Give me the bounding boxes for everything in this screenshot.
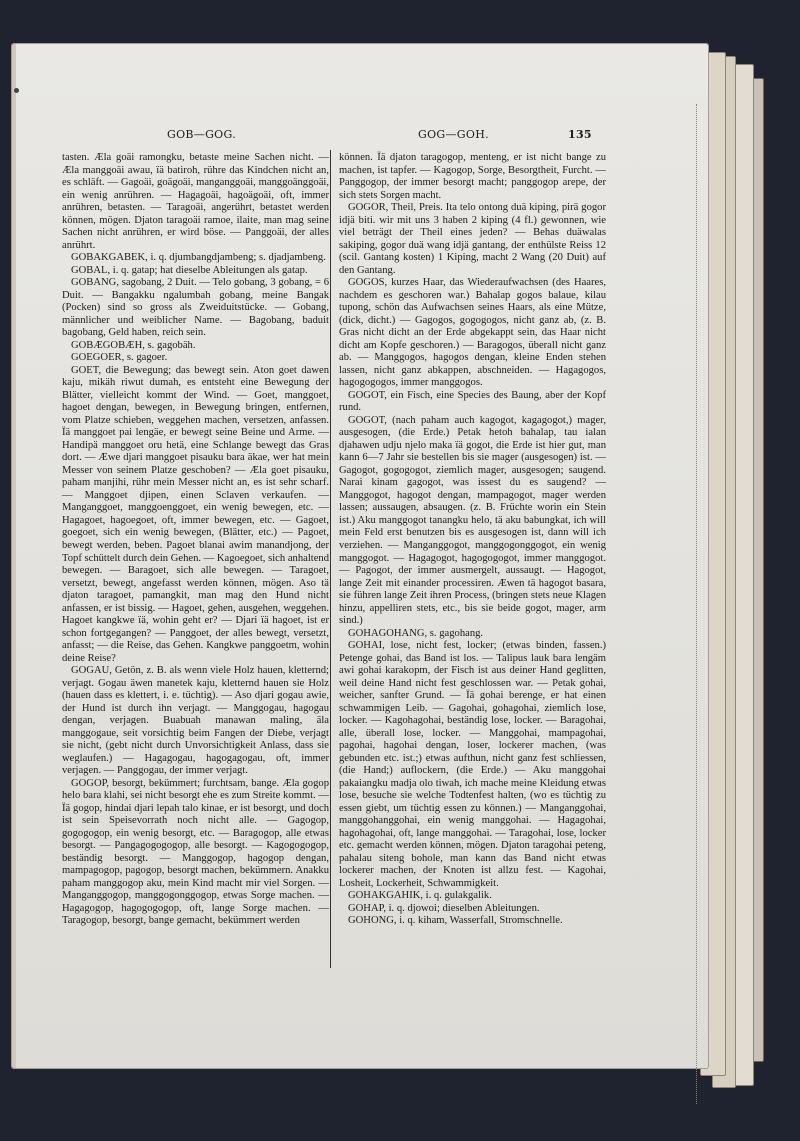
dictionary-entry-gohai: GOHAI, lose, nicht fest, locker; (etwas binden, fassen.) Petenge gohai, das Band ist los. — Talipus lauk bara lengäm awi gohai karakopm, der Fisch ist aus deiner Hand geglitten, weil deine Hand nicht fest geschlossen war. — Petak gohai, weicher, sanfter Grund. — Ïä gohai berenge, er hat einen schwammigen Leib. — Gagohai, gohagohai, ziemlich lose, locker. — Kagohagohai, beständig lose, locker. — Baragohai, alle, überall lose, locker. — Manggohai, mampagohai, pagohai, hagohai dengan, loser, lockerer machen, (was gebunden etc. ist.;) etwas aufthun, nicht ganz fest schliessen, (die Hand;) auflockern, (die Erde.) — Aku manggohai pakaiangku madja olo tiwah, ich mache meine Kleidung etwas lose, besuche sie welche Todtenfest halten, (wo es tüchtig zu essen giebt, um tüchtig essen zu können.) — Manganggohai, manggohanggohai, ein wenig manggohai. — Hagagohai, hagohagohai, oft, lange manggohai. — Taragohai, lose, locker etc. gemacht werden können, mögen. Djaton taragohai peteng, pahalau siteng bohole, man kann das Band nicht etwas lockerer machen, der Knoten ist allzu fest. — Kagohai, Losheit, Lockerheit, Schwammigkeit. [339, 640, 606, 889]
left-column [62, 152, 329, 928]
dictionary-entry-gogot-fish: GOGOT, ein Fisch, eine Species des Baung, aber der Kopf rund. [339, 389, 606, 414]
dictionary-entry-gohakgahik: GOHAKGAHIK, i. q. gulakgalik. [348, 890, 492, 902]
dictionary-entry-gohap: GOHAP, i. q. djowoi; dieselben Ableitungen. [348, 902, 540, 914]
dictionary-entry-gogot: GOGOT, (nach paham auch kagogot, kagagogot,) mager, ausgesogen, (die Erde.) Petak hetoh bahalap, tau ialan djahawen udju njelo maka ïä gogot, die Erde ist hier gut, man kann 6—7 Jahr sie bestellen bis sie mager (ausgesogen) ist. — Gagogot, gogogogot, ziemlich mager, ausgesogen; saugend. Narai kinam gagogot, was issest du es saugend? — Manggogot, hagogot dengan, mampagogot, mager werden lassen; aussaugen, absaugen. (z. B. Früchte worin ein Stein ist.) Aku manggogot tanangku helo, tä aku babungkat, ich will mein Feld erst benutzen bis es ausgesogen ist, dann will ich verziehen. — Manganggogot, manggogonggogot, ein wenig manggogot. — Hagagogot, hagogogogot, immer manggogot. — Pagogot, der immer ausmergelt, aussaugt. — Hagogot, lange Zeit mit einander processiren. Æwen tä hagogot basara, sie führen lange Zeit ihren Process, (bringen stets neue Klagen hinzu, appelliren stets, etc., bis sie beide gogot, mager, arm sind.) [339, 414, 606, 627]
binding-hole [14, 88, 19, 93]
dictionary-entry-gobakgabek: GOBAKGABEK, i. q. djumbangdjambeng; s. djadjambeng. [71, 252, 326, 264]
page-trim-line [696, 104, 697, 1104]
right-running-head: GOG—GOH. [418, 128, 489, 141]
entry-continuation: tasten. Æla goäi ramongku, betaste meine Sachen nicht. — Æla manggoäi awau, ïä batiroh, rühre das Kindchen nicht an, es schläft. — Gagoäi, goägoäi, manganggoäi, manggoänggoäi, ein wenig anrühren. — Hagagoäi, hagoägoäi, oft, immer anrühren, betasten. — Taragoäi, angerührt, betastet werden können, mögen. Djaton taragoäi ramoe, ilaite, man mag seine Sachen nicht anrühren, er wird böse. — Panggoäi, der alles anrührt. [62, 152, 329, 251]
left-running-head: GOB—GOG. [167, 128, 236, 141]
dictionary-entry-gobang: GOBANG, sagobang, 2 Duit. — Telo gobang, 3 gobang, = 6 Duit. — Bangakku ngalumbah gobang, meine Bangak (Pocken) sind so gross als Zweiduitstücke. — Gobang, männlicher und weiblicher Name. — Bagobang, baduit bagobang, Geld haben, reich sein. [62, 277, 329, 339]
dictionary-entry-gobal: GOBAL, i. q. gatap; hat dieselbe Ableitungen als gatap. [71, 264, 308, 276]
dictionary-entry-goet: GOET, die Bewegung; das bewegt sein. Aton goet dawen kaju, mikäh riwut dumah, es entsteht eine Bewegung der Blätter, vielleicht kommt der Wind. — Goet, manggoet, hagoet dengan, bewegen, in Bewegung bringen, entfernen, vom Platze schieben, weggehen machen, versetzen, anfassen. Ïä manggoet pai lengäe, er bewegt seine Beine und Arme. — Handipä manggoet oru hetä, eine Schlange bewegt das Gras dort. — Æwe djari manggoet pisauku bara äkae, wer hat mein Messer von seinem Platze geschoben? — Æla goet pisauku, paham manjihi, rühr mein Messer nicht an, es ist sehr scharf. — Manggoet djipen, einen Sclaven verkaufen. — Manganggoet, manggoenggoet, ein wenig bewegen, etc. — Hagagoet, hagoegoet, oft, immer bewegen, etc. — Gagoet, goegoet, sich ein wenig bewegen, (Blätter, etc.) — Pagoet, bewegt werden, beben. Pagoet blanai awim manandjong, der Topf schüttelt durch dein Gehen. — Kagoegoet, sich anhaltend bewegen. — Baragoet, sich alle bewegen. — Taragoet, versetzt, bewegt, angefasst werden können, mögen. Aso tä djaton taragoet, pamangkit, man mag den Hund nicht anfassen, er ist bissig. — Hagoet, gehen, ausgehen, weggehen. Hagoet kangkwe ïä, wohin geht er? — Djari ïä hagoet, ist er schon fortgegangen? — Panggoet, der alles bewegt, versetzt, anfasst; — die Reise, das Gehen. Kangkwe panggoetm, wohin deine Reise? [62, 364, 329, 664]
right-column [339, 152, 606, 928]
dictionary-entry-gohagohang: GOHAGOHANG, s. gagohang. [348, 627, 484, 639]
running-header [60, 128, 600, 144]
entry-continuation: können. Ïä djaton taragogop, menteng, er ist nicht bange zu machen, ist tapfer. — Kagogop, Sorge, Besorgtheit, Furcht. — Panggogop, der immer besorgt macht; panggogop arepe, der sich stets Sorgen macht. [339, 152, 606, 201]
dictionary-entry-gobaegobaeh: GOBÆGOBÆH, s. gagobäh. [71, 339, 196, 351]
column-divider [330, 150, 331, 968]
dictionary-entry-gohong: GOHONG, i. q. kiham, Wasserfall, Stromschnelle. [348, 915, 563, 927]
dictionary-entry-goegoer: GOEGOER, s. gagoer. [71, 352, 168, 364]
dictionary-entry-gogop: GOGOP, besorgt, bekümmert; furchtsam, bange. Æla gogop helo bara klahi, sei nicht besorgt ehe es zum Streite kommt. — Ïä gogop, hindai djari lepah talo kinae, er ist besorgt, und doch ist sein Speisevorrath noch nicht alle. — Gagogop, gogogogop, ein wenig besorgt, etc. — Baragogop, alle etwas besorgt. — Pangagogogogop, alle besorgt. — Kagogogogop, beständig besorgt. — Manggogop, hagogop dengan, mampagogop, pagogop, besorgt machen, bekümmern. Anakku paham manggogop aku, mein Kind macht mir viel Sorgen. — Manganggogop, manggogonggogop, etwas Sorge machen. — Hagagogop, hagogogogop, oft, lange Sorge machen. — Taragogop, besorgt, bange gemacht, bekümmert werden [62, 777, 329, 927]
dictionary-entry-gogau: GOGAU, Getön, z. B. als wenn viele Holz hauen, kletternd; verjagt. Gogau äwen manetek kaju, kletternd hauen sie Holz (hauen dass es klettert, i. e. tüchtig). — Aso djari gogau awie, der Hund ist durch ihn verjagt. — Manggogau, hagogau dengan, verjagen. Buabuah manawan maling, äla manggogaue, seit vorsichtig beim Fangen der Diebe, verjagt sie nicht, (gebt nicht durch Unvorsichtigkeit Anlass, dass sie weglaufen.) — Hagagogau, hagogagogau, oft, immer verjagen. — Panggogau, der immer verjagt. [62, 665, 329, 777]
dictionary-entry-gogos: GOGOS, kurzes Haar, das Wiederaufwachsen (des Haares, nachdem es geschoren war.) Bahalap gogos balaue, kilau tupong, schön das Aufwachsen seines Haars, als eine Mütze, (dick, dicht.) — Gagogos, gogogogos, nicht ganz ab, (z. B. Gras nicht dicht an der Erde abgekappt sein, das Haar nicht dicht am Kopfe geschoren.) — Baragogos, überall nicht ganz ab. — Manggogos, hagogos dengan, kleine Enden stehen lassen, nicht ganz abkappen, abschneiden. — Hagagogos, hagogogogos, immer manggogos. [339, 277, 606, 389]
dictionary-entry-gogor: GOGOR, Theil, Preis. Ita telo ontong duä kiping, pirä gogor idjä biti. wir mit uns 3 haben 2 kiping (4 fl.) gewonnen, wie viel beträgt der Theil eines jeden? — Behas duäwalas sakiping, gogor duä wang idjä gantang, der enthülste Reiss 12 (scil. Gantang kosten) 1 Kiping, macht 2 Wang (20 Duit) auf den Gantang. [339, 202, 606, 276]
page-number: 135 [568, 128, 592, 141]
